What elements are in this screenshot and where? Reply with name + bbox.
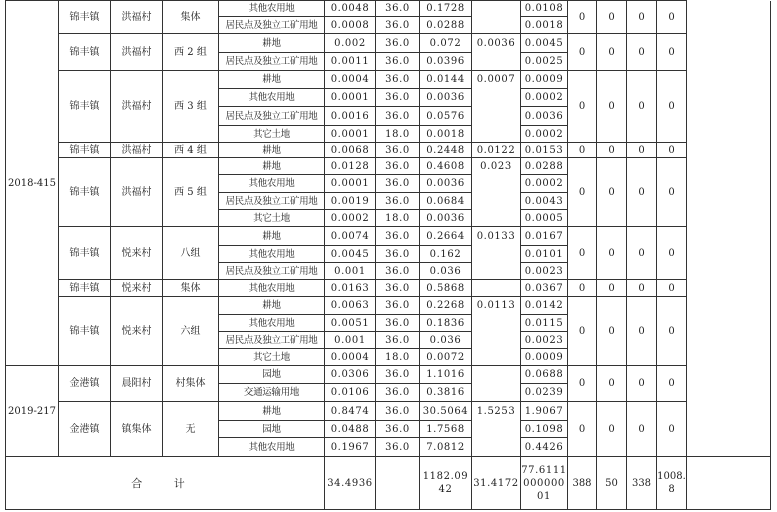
count-cell-4: 0 bbox=[657, 402, 687, 457]
fee-cell: 0.0009 bbox=[521, 349, 568, 366]
extra-amount-cell bbox=[472, 332, 521, 349]
remarks-cell bbox=[687, 126, 771, 143]
count-cell-3: 0 bbox=[627, 1, 657, 34]
land-type-cell: 居民点及独立工矿用地 bbox=[219, 53, 325, 71]
extra-amount-cell bbox=[472, 193, 521, 210]
count-cell-4: 0 bbox=[657, 34, 687, 71]
extra-amount-cell: 1.5253 bbox=[472, 402, 521, 421]
total-count-2: 50 bbox=[597, 457, 627, 510]
count-cell-4: 0 bbox=[657, 71, 687, 143]
amount-cell: 0.4608 bbox=[420, 158, 472, 175]
remarks-cell bbox=[687, 34, 771, 53]
area-cell: 0.0011 bbox=[325, 53, 376, 71]
rate-cell: 36.0 bbox=[376, 402, 420, 421]
extra-amount-cell: 0.0036 bbox=[472, 34, 521, 53]
extra-amount-cell bbox=[472, 280, 521, 297]
table-row bbox=[6, 297, 771, 315]
fee-cell: 0.0023 bbox=[521, 332, 568, 349]
count-cell-4: 0 bbox=[657, 297, 687, 366]
fee-cell: 0.0043 bbox=[521, 193, 568, 210]
fee-cell: 0.4426 bbox=[521, 438, 568, 457]
fee-cell: 0.0023 bbox=[521, 263, 568, 280]
extra-amount-cell bbox=[472, 17, 521, 34]
extra-amount-cell bbox=[472, 438, 521, 457]
count-cell-4: 0 bbox=[657, 1, 687, 34]
amount-cell: 0.1728 bbox=[420, 1, 472, 17]
land-type-cell: 耕地 bbox=[219, 143, 325, 158]
land-type-cell: 其他农用地 bbox=[219, 438, 325, 457]
rate-cell: 36.0 bbox=[376, 193, 420, 210]
village-cell: 悦来村 bbox=[111, 297, 163, 366]
land-compensation-table bbox=[5, 0, 771, 510]
table-row bbox=[6, 34, 771, 53]
total-count-3: 338 bbox=[627, 457, 657, 510]
area-cell: 0.0004 bbox=[325, 71, 376, 89]
fee-cell: 0.0239 bbox=[521, 384, 568, 402]
rate-cell: 18.0 bbox=[376, 210, 420, 227]
amount-cell: 30.5064 bbox=[420, 402, 472, 421]
remarks-cell bbox=[687, 421, 771, 438]
rate-cell: 36.0 bbox=[376, 438, 420, 457]
table-row bbox=[6, 280, 771, 297]
fee-cell: 0.0045 bbox=[521, 34, 568, 53]
rate-cell: 36.0 bbox=[376, 332, 420, 349]
fee-cell: 0.0288 bbox=[521, 158, 568, 175]
count-cell-4: 0 bbox=[657, 143, 687, 158]
extra-amount-cell bbox=[472, 315, 521, 332]
count-cell-4: 0 bbox=[657, 280, 687, 297]
remarks-cell bbox=[687, 315, 771, 332]
amount-cell: 0.0144 bbox=[420, 71, 472, 89]
amount-cell: 0.0036 bbox=[420, 210, 472, 227]
amount-cell: 0.072 bbox=[420, 34, 472, 53]
area-cell: 0.0001 bbox=[325, 175, 376, 193]
extra-amount-cell bbox=[472, 210, 521, 227]
area-cell: 0.0002 bbox=[325, 210, 376, 227]
group-cell: 八组 bbox=[163, 227, 219, 280]
land-type-cell: 其他农用地 bbox=[219, 246, 325, 263]
remarks-cell bbox=[687, 263, 771, 280]
remarks-cell bbox=[687, 402, 771, 421]
extra-amount-cell: 0.0007 bbox=[472, 71, 521, 89]
remarks-cell bbox=[687, 89, 771, 107]
land-type-cell: 耕地 bbox=[219, 402, 325, 421]
extra-amount-cell bbox=[472, 107, 521, 126]
rate-cell: 36.0 bbox=[376, 280, 420, 297]
amount-cell: 0.0684 bbox=[420, 193, 472, 210]
amount-cell: 0.2268 bbox=[420, 297, 472, 315]
town-cell: 锦丰镇 bbox=[59, 297, 111, 366]
amount-cell: 0.0036 bbox=[420, 89, 472, 107]
remarks-cell bbox=[687, 1, 771, 17]
rate-cell: 36.0 bbox=[376, 107, 420, 126]
village-cell: 悦来村 bbox=[111, 227, 163, 280]
area-cell: 0.0074 bbox=[325, 227, 376, 246]
land-type-cell: 居民点及独立工矿用地 bbox=[219, 263, 325, 280]
table-body bbox=[6, 1, 771, 510]
remarks-cell bbox=[687, 193, 771, 210]
count-cell-2: 0 bbox=[597, 280, 627, 297]
land-type-cell: 耕地 bbox=[219, 297, 325, 315]
amount-cell: 0.3816 bbox=[420, 384, 472, 402]
amount-cell: 0.0072 bbox=[420, 349, 472, 366]
land-type-cell: 园地 bbox=[219, 366, 325, 384]
area-cell: 0.0128 bbox=[325, 158, 376, 175]
table-row bbox=[6, 227, 771, 246]
town-cell: 金港镇 bbox=[59, 402, 111, 457]
area-cell: 0.0048 bbox=[325, 1, 376, 17]
town-cell: 锦丰镇 bbox=[59, 1, 111, 34]
amount-cell: 0.5868 bbox=[420, 280, 472, 297]
rate-cell: 36.0 bbox=[376, 421, 420, 438]
group-cell: 无 bbox=[163, 402, 219, 457]
count-cell-1: 0 bbox=[568, 1, 597, 34]
extra-amount-cell: 0.023 bbox=[472, 158, 521, 175]
remarks-cell bbox=[687, 175, 771, 193]
total-row bbox=[6, 457, 771, 510]
fee-cell: 0.0101 bbox=[521, 246, 568, 263]
extra-amount-cell bbox=[472, 89, 521, 107]
total-amount: 1182.0942 bbox=[420, 457, 472, 510]
fee-cell: 0.0018 bbox=[521, 17, 568, 34]
land-type-cell: 其他农用地 bbox=[219, 280, 325, 297]
count-cell-1: 0 bbox=[568, 143, 597, 158]
rate-cell: 36.0 bbox=[376, 34, 420, 53]
rate-cell: 36.0 bbox=[376, 315, 420, 332]
land-type-cell: 居民点及独立工矿用地 bbox=[219, 17, 325, 34]
village-cell: 洪福村 bbox=[111, 34, 163, 71]
fee-cell: 0.0009 bbox=[521, 71, 568, 89]
count-cell-2: 0 bbox=[597, 143, 627, 158]
total-label: 合 计 bbox=[6, 457, 325, 510]
remarks-cell bbox=[687, 280, 771, 297]
remarks-cell bbox=[687, 158, 771, 175]
area-cell: 0.001 bbox=[325, 263, 376, 280]
amount-cell: 0.0036 bbox=[420, 175, 472, 193]
count-cell-3: 0 bbox=[627, 366, 657, 402]
land-type-cell: 其他农用地 bbox=[219, 1, 325, 17]
land-type-cell: 园地 bbox=[219, 421, 325, 438]
fee-cell: 0.0367 bbox=[521, 280, 568, 297]
remarks-cell bbox=[687, 438, 771, 457]
remarks-cell bbox=[687, 227, 771, 246]
fee-cell: 0.0002 bbox=[521, 175, 568, 193]
extra-amount-cell bbox=[472, 53, 521, 71]
rate-cell: 18.0 bbox=[376, 126, 420, 143]
land-type-cell: 其他农用地 bbox=[219, 315, 325, 332]
land-type-cell: 其他农用地 bbox=[219, 89, 325, 107]
village-cell: 洪福村 bbox=[111, 158, 163, 227]
village-cell: 镇集体 bbox=[111, 402, 163, 457]
amount-cell: 0.162 bbox=[420, 246, 472, 263]
land-type-cell: 耕地 bbox=[219, 227, 325, 246]
remarks-cell bbox=[687, 210, 771, 227]
total-count-4: 1008.8 bbox=[657, 457, 687, 510]
rate-cell: 36.0 bbox=[376, 143, 420, 158]
extra-amount-cell bbox=[472, 384, 521, 402]
rate-cell: 36.0 bbox=[376, 1, 420, 17]
area-cell: 0.0488 bbox=[325, 421, 376, 438]
amount-cell: 0.1836 bbox=[420, 315, 472, 332]
fee-cell: 0.0002 bbox=[521, 89, 568, 107]
group-cell: 村集体 bbox=[163, 366, 219, 402]
count-cell-3: 0 bbox=[627, 71, 657, 143]
amount-cell: 0.0576 bbox=[420, 107, 472, 126]
area-cell: 0.0306 bbox=[325, 366, 376, 384]
group-cell: 西 2 组 bbox=[163, 34, 219, 71]
fee-cell: 0.0036 bbox=[521, 107, 568, 126]
extra-amount-cell: 0.0122 bbox=[472, 143, 521, 158]
fee-cell: 0.0153 bbox=[521, 143, 568, 158]
extra-amount-cell bbox=[472, 263, 521, 280]
amount-cell: 0.0396 bbox=[420, 53, 472, 71]
total-extra-amount: 31.4172 bbox=[472, 457, 521, 510]
fee-cell: 1.9067 bbox=[521, 402, 568, 421]
village-cell: 晨阳村 bbox=[111, 366, 163, 402]
land-type-cell: 其它土地 bbox=[219, 126, 325, 143]
remarks-cell bbox=[687, 349, 771, 366]
remarks-cell bbox=[687, 107, 771, 126]
rate-cell: 18.0 bbox=[376, 349, 420, 366]
extra-amount-cell bbox=[472, 421, 521, 438]
count-cell-3: 0 bbox=[627, 158, 657, 227]
remarks-cell bbox=[687, 17, 771, 34]
group-cell: 集体 bbox=[163, 280, 219, 297]
area-cell: 0.8474 bbox=[325, 402, 376, 421]
remarks-cell bbox=[687, 366, 771, 384]
rate-cell: 36.0 bbox=[376, 175, 420, 193]
rate-cell: 36.0 bbox=[376, 17, 420, 34]
group-cell: 集体 bbox=[163, 1, 219, 34]
area-cell: 0.0019 bbox=[325, 193, 376, 210]
area-cell: 0.0004 bbox=[325, 349, 376, 366]
total-count-1: 388 bbox=[568, 457, 597, 510]
extra-amount-cell bbox=[472, 349, 521, 366]
area-cell: 0.0163 bbox=[325, 280, 376, 297]
land-type-cell: 其他农用地 bbox=[219, 175, 325, 193]
remarks-cell bbox=[687, 53, 771, 71]
approval-number-cell: 2018-415 bbox=[6, 1, 59, 366]
count-cell-3: 0 bbox=[627, 402, 657, 457]
count-cell-2: 0 bbox=[597, 34, 627, 71]
remarks-cell bbox=[687, 384, 771, 402]
area-cell: 0.001 bbox=[325, 332, 376, 349]
land-type-cell: 其它土地 bbox=[219, 210, 325, 227]
town-cell: 锦丰镇 bbox=[59, 143, 111, 158]
group-cell: 西 4 组 bbox=[163, 143, 219, 158]
count-cell-1: 0 bbox=[568, 366, 597, 402]
area-cell: 0.0001 bbox=[325, 89, 376, 107]
amount-cell: 1.7568 bbox=[420, 421, 472, 438]
total-fee: 77.611100000001 bbox=[521, 457, 568, 510]
table-row bbox=[6, 158, 771, 175]
land-type-cell: 交通运输用地 bbox=[219, 384, 325, 402]
group-cell: 六组 bbox=[163, 297, 219, 366]
extra-amount-cell bbox=[472, 126, 521, 143]
town-cell: 锦丰镇 bbox=[59, 158, 111, 227]
extra-amount-cell bbox=[472, 1, 521, 17]
remarks-cell bbox=[687, 71, 771, 89]
count-cell-1: 0 bbox=[568, 34, 597, 71]
total-rate bbox=[376, 457, 420, 510]
amount-cell: 1.1016 bbox=[420, 366, 472, 384]
rate-cell: 36.0 bbox=[376, 263, 420, 280]
amount-cell: 7.0812 bbox=[420, 438, 472, 457]
area-cell: 0.0001 bbox=[325, 126, 376, 143]
approval-number-cell: 2019-217 bbox=[6, 366, 59, 457]
count-cell-2: 0 bbox=[597, 71, 627, 143]
area-cell: 0.1967 bbox=[325, 438, 376, 457]
count-cell-2: 0 bbox=[597, 1, 627, 34]
fee-cell: 0.0025 bbox=[521, 53, 568, 71]
amount-cell: 0.2664 bbox=[420, 227, 472, 246]
fee-cell: 0.0167 bbox=[521, 227, 568, 246]
village-cell: 洪福村 bbox=[111, 71, 163, 143]
rate-cell: 36.0 bbox=[376, 53, 420, 71]
group-cell: 西 5 组 bbox=[163, 158, 219, 227]
village-cell: 洪福村 bbox=[111, 143, 163, 158]
remarks-cell bbox=[687, 143, 771, 158]
area-cell: 0.0045 bbox=[325, 246, 376, 263]
land-type-cell: 耕地 bbox=[219, 71, 325, 89]
table-row bbox=[6, 402, 771, 421]
count-cell-1: 0 bbox=[568, 158, 597, 227]
count-cell-1: 0 bbox=[568, 402, 597, 457]
rate-cell: 36.0 bbox=[376, 366, 420, 384]
count-cell-2: 0 bbox=[597, 227, 627, 280]
scanned-document-page bbox=[5, 0, 771, 510]
amount-cell: 0.0018 bbox=[420, 126, 472, 143]
fee-cell: 0.0115 bbox=[521, 315, 568, 332]
town-cell: 锦丰镇 bbox=[59, 71, 111, 143]
count-cell-4: 0 bbox=[657, 158, 687, 227]
count-cell-3: 0 bbox=[627, 280, 657, 297]
group-cell: 西 3 组 bbox=[163, 71, 219, 143]
area-cell: 0.0008 bbox=[325, 17, 376, 34]
rate-cell: 36.0 bbox=[376, 158, 420, 175]
count-cell-4: 0 bbox=[657, 227, 687, 280]
extra-amount-cell bbox=[472, 175, 521, 193]
fee-cell: 0.0108 bbox=[521, 1, 568, 17]
total-remarks bbox=[687, 457, 771, 510]
extra-amount-cell: 0.0113 bbox=[472, 297, 521, 315]
count-cell-2: 0 bbox=[597, 158, 627, 227]
table-row bbox=[6, 71, 771, 89]
land-type-cell: 耕地 bbox=[219, 34, 325, 53]
town-cell: 锦丰镇 bbox=[59, 34, 111, 71]
count-cell-3: 0 bbox=[627, 227, 657, 280]
rate-cell: 36.0 bbox=[376, 227, 420, 246]
town-cell: 锦丰镇 bbox=[59, 280, 111, 297]
town-cell: 锦丰镇 bbox=[59, 227, 111, 280]
land-type-cell: 其它土地 bbox=[219, 349, 325, 366]
extra-amount-cell: 0.0133 bbox=[472, 227, 521, 246]
amount-cell: 0.036 bbox=[420, 332, 472, 349]
area-cell: 0.0106 bbox=[325, 384, 376, 402]
count-cell-1: 0 bbox=[568, 71, 597, 143]
count-cell-2: 0 bbox=[597, 297, 627, 366]
amount-cell: 0.036 bbox=[420, 263, 472, 280]
rate-cell: 36.0 bbox=[376, 71, 420, 89]
total-area: 34.4936 bbox=[325, 457, 376, 510]
count-cell-1: 0 bbox=[568, 297, 597, 366]
rate-cell: 36.0 bbox=[376, 384, 420, 402]
fee-cell: 0.0002 bbox=[521, 126, 568, 143]
extra-amount-cell bbox=[472, 366, 521, 384]
amount-cell: 0.2448 bbox=[420, 143, 472, 158]
land-type-cell: 居民点及独立工矿用地 bbox=[219, 107, 325, 126]
rate-cell: 36.0 bbox=[376, 297, 420, 315]
count-cell-1: 0 bbox=[568, 227, 597, 280]
table-row bbox=[6, 1, 771, 17]
count-cell-3: 0 bbox=[627, 297, 657, 366]
village-cell: 洪福村 bbox=[111, 1, 163, 34]
town-cell: 金港镇 bbox=[59, 366, 111, 402]
count-cell-1: 0 bbox=[568, 280, 597, 297]
table-row bbox=[6, 143, 771, 158]
area-cell: 0.0068 bbox=[325, 143, 376, 158]
area-cell: 0.0063 bbox=[325, 297, 376, 315]
fee-cell: 0.0005 bbox=[521, 210, 568, 227]
land-type-cell: 耕地 bbox=[219, 158, 325, 175]
land-type-cell: 居民点及独立工矿用地 bbox=[219, 332, 325, 349]
area-cell: 0.0051 bbox=[325, 315, 376, 332]
land-type-cell: 居民点及独立工矿用地 bbox=[219, 193, 325, 210]
extra-amount-cell bbox=[472, 246, 521, 263]
count-cell-3: 0 bbox=[627, 143, 657, 158]
remarks-cell bbox=[687, 297, 771, 315]
fee-cell: 0.1098 bbox=[521, 421, 568, 438]
table-row bbox=[6, 366, 771, 384]
count-cell-3: 0 bbox=[627, 34, 657, 71]
count-cell-2: 0 bbox=[597, 402, 627, 457]
fee-cell: 0.0688 bbox=[521, 366, 568, 384]
count-cell-2: 0 bbox=[597, 366, 627, 402]
remarks-cell bbox=[687, 332, 771, 349]
count-cell-4: 0 bbox=[657, 366, 687, 402]
area-cell: 0.0016 bbox=[325, 107, 376, 126]
amount-cell: 0.0288 bbox=[420, 17, 472, 34]
rate-cell: 36.0 bbox=[376, 246, 420, 263]
rate-cell: 36.0 bbox=[376, 89, 420, 107]
village-cell: 悦来村 bbox=[111, 280, 163, 297]
area-cell: 0.002 bbox=[325, 34, 376, 53]
fee-cell: 0.0142 bbox=[521, 297, 568, 315]
remarks-cell bbox=[687, 246, 771, 263]
